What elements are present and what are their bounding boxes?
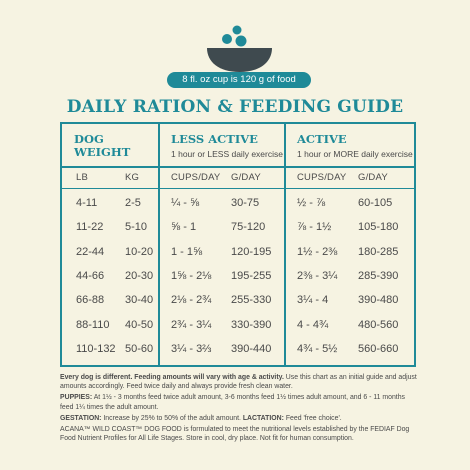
column-header-active-grams: G/DAY <box>358 172 388 183</box>
table-cell-less-cups: 2⅛ - 2¾ <box>171 294 212 307</box>
table-cell-active-cups: 1½ - 2⅜ <box>297 245 338 258</box>
table-cell-active-grams: 480-560 <box>358 318 399 331</box>
table-cell-lb: 110-132 <box>76 342 116 355</box>
note-formulation-text: ACANA™ WILD COAST™ DOG FOOD is formulated to meet the nutritional levels established by the FEDIAF Dog Food Nutrient Profiles for All Life Stages. Store in cool, dry place. Not fit for human consumption. <box>60 425 410 442</box>
table-cell-active-grams: 60-105 <box>358 197 393 209</box>
weight-title-line1: DOG <box>74 132 104 146</box>
table-cell-less-grams: 75-120 <box>231 221 266 234</box>
kibble-dot-icon <box>233 26 242 35</box>
table-cell-lb: 66-88 <box>76 294 105 307</box>
table-cell-lb: 4-11 <box>76 197 98 209</box>
table-cell-kg: 5-10 <box>125 221 148 234</box>
table-cell-lb: 88-110 <box>76 318 110 331</box>
table-cell-active-cups: 2⅜ - 3¼ <box>297 269 338 282</box>
note-puppies-text: At 1½ - 3 months feed twice adult amount, 3-6 months feed 1½ times adult amount, and 6 - 11 months feed 1¼ times the adult amount. <box>60 394 405 411</box>
table-cell-active-grams: 390-480 <box>358 294 399 307</box>
active-subtitle: 1 hour or MORE daily exercise <box>297 149 413 159</box>
table-cell-less-cups: 1 - 1⅝ <box>171 245 203 258</box>
table-cell-less-cups: 2¾ - 3¼ <box>171 318 212 331</box>
table-cell-kg: 40-50 <box>125 318 154 331</box>
less-active-title: LESS ACTIVE <box>171 132 258 146</box>
table-cell-active-grams: 180-285 <box>358 245 399 258</box>
bowl-icon <box>207 48 272 72</box>
less-active-subtitle: 1 hour or LESS daily exercise <box>171 149 283 159</box>
page-title: DAILY RATION & FEEDING GUIDE <box>66 97 404 117</box>
note-general-bold: Every dog is different. Feeding amounts will vary with age & activity. <box>60 374 284 381</box>
table-cell-active-grams: 105-180 <box>358 221 399 234</box>
table-cell-kg: 30-40 <box>125 294 154 307</box>
table-cell-less-grams: 330-390 <box>231 318 272 331</box>
table-cell-active-cups: 4¾ - 5½ <box>297 342 338 355</box>
kibble-dot-icon <box>222 34 232 44</box>
weight-title-line2: WEIGHT <box>74 145 131 159</box>
feeding-notes <box>60 373 420 445</box>
note-puppies-bold: PUPPIES: <box>60 394 93 402</box>
table-cell-less-grams: 30-75 <box>231 197 260 209</box>
table-cell-kg: 50-60 <box>125 342 154 355</box>
active-title: ACTIVE <box>297 132 347 146</box>
column-header-less-grams: G/DAY <box>231 172 261 183</box>
subheader-divider <box>62 188 414 189</box>
table-cell-lb: 44-66 <box>76 269 105 282</box>
table-cell-active-grams: 560-660 <box>358 342 399 355</box>
note-gestation-bold: GESTATION: <box>60 414 102 422</box>
table-cell-less-cups: 1⅝ - 2⅛ <box>171 269 212 282</box>
table-cell-less-grams: 120-195 <box>231 245 272 258</box>
table-cell-less-cups: ¼ - ⅝ <box>171 197 200 209</box>
column-header-lb: LB <box>76 172 89 183</box>
note-lactation-text: Feed 'free choice'. <box>283 414 342 422</box>
note-formulation <box>60 425 420 444</box>
weight-group-title <box>74 133 130 159</box>
table-cell-less-grams: 195-255 <box>231 269 272 282</box>
column-divider <box>284 124 286 365</box>
note-puppies <box>60 393 420 412</box>
table-cell-active-cups: ⅞ - 1½ <box>297 221 332 234</box>
table-cell-less-cups: ⅝ - 1 <box>171 221 197 234</box>
table-cell-active-cups: ½ - ⅞ <box>297 197 326 209</box>
note-gestation <box>60 414 420 423</box>
feeding-table <box>60 122 416 367</box>
note-general-text: Use this chart as an initial guide and adjust amounts accordingly. Feed twice daily and always provide fresh clean water. <box>60 374 417 391</box>
table-cell-active-cups: 3¼ - 4 <box>297 294 329 307</box>
column-header-active-cups: CUPS/DAY <box>297 172 347 183</box>
column-divider <box>158 124 160 365</box>
header-divider <box>62 166 414 168</box>
measure-note-badge: 8 fl. oz cup is 120 g of food <box>167 72 311 88</box>
table-cell-active-cups: 4 - 4¾ <box>297 318 329 331</box>
table-cell-less-grams: 390-440 <box>231 342 272 355</box>
column-header-less-cups: CUPS/DAY <box>171 172 221 183</box>
table-cell-kg: 20-30 <box>125 269 154 282</box>
note-gestation-text: Increase by 25% to 50% of the adult amount. <box>101 414 243 422</box>
table-cell-kg: 10-20 <box>125 245 154 258</box>
table-cell-less-grams: 255-330 <box>231 294 272 307</box>
table-cell-active-grams: 285-390 <box>358 269 399 282</box>
table-cell-kg: 2-5 <box>125 197 141 209</box>
table-cell-lb: 11-22 <box>76 221 104 234</box>
note-general <box>60 373 420 392</box>
note-lactation-bold: LACTATION: <box>242 414 284 422</box>
kibble-dot-icon <box>236 36 247 47</box>
column-header-kg: KG <box>125 172 140 183</box>
table-cell-lb: 22-44 <box>76 245 105 258</box>
table-cell-less-cups: 3¼ - 3⅔ <box>171 342 212 355</box>
